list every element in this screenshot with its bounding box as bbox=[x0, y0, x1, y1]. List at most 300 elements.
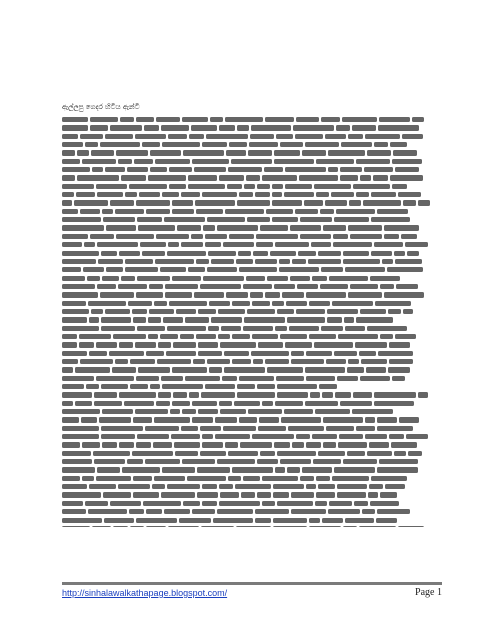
text-line bbox=[62, 209, 430, 214]
text-word bbox=[62, 501, 83, 506]
text-word bbox=[315, 501, 327, 506]
text-word bbox=[181, 242, 203, 247]
text-word bbox=[62, 401, 73, 406]
text-word bbox=[248, 409, 282, 414]
text-word bbox=[217, 225, 258, 230]
text-word bbox=[223, 242, 254, 247]
text-word bbox=[272, 301, 284, 306]
text-word bbox=[272, 217, 298, 222]
text-word bbox=[62, 451, 91, 456]
text-word bbox=[207, 267, 237, 272]
text-word bbox=[291, 509, 326, 514]
text-word bbox=[112, 367, 136, 372]
text-word bbox=[362, 509, 375, 514]
text-word bbox=[371, 251, 392, 256]
text-word bbox=[74, 200, 108, 205]
text-word bbox=[82, 476, 94, 481]
text-word bbox=[246, 276, 265, 281]
text-word bbox=[192, 159, 229, 164]
text-word bbox=[265, 117, 294, 122]
text-line bbox=[62, 351, 430, 356]
text-word bbox=[392, 376, 405, 381]
text-word bbox=[356, 426, 375, 431]
text-word bbox=[249, 142, 278, 147]
text-word bbox=[328, 509, 360, 514]
text-word bbox=[333, 234, 348, 239]
text-word bbox=[198, 342, 218, 347]
text-word bbox=[321, 326, 343, 331]
text-word bbox=[267, 276, 288, 281]
text-word bbox=[85, 142, 98, 147]
text-word bbox=[188, 175, 217, 180]
text-word bbox=[88, 301, 126, 306]
text-word bbox=[236, 526, 271, 527]
text-word bbox=[192, 417, 213, 422]
text-word bbox=[298, 251, 316, 256]
text-word bbox=[246, 175, 260, 180]
text-word bbox=[389, 434, 404, 439]
text-word bbox=[136, 292, 163, 297]
text-word bbox=[296, 309, 325, 314]
text-word bbox=[243, 326, 273, 331]
text-word bbox=[87, 276, 100, 281]
text-word bbox=[332, 476, 369, 481]
text-line bbox=[62, 492, 430, 497]
text-word bbox=[191, 125, 217, 130]
text-word bbox=[94, 401, 122, 406]
text-word bbox=[109, 351, 144, 356]
text-word bbox=[306, 351, 332, 356]
text-word bbox=[97, 284, 116, 289]
text-word bbox=[344, 317, 354, 322]
text-word bbox=[160, 267, 186, 272]
text-word bbox=[266, 209, 293, 214]
text-word bbox=[62, 434, 99, 439]
text-word bbox=[96, 476, 131, 481]
text-word bbox=[150, 384, 160, 389]
text-word bbox=[100, 142, 140, 147]
text-word bbox=[115, 209, 144, 214]
text-word bbox=[215, 434, 250, 439]
text-word bbox=[106, 225, 136, 230]
text-word bbox=[226, 292, 248, 297]
text-line bbox=[62, 518, 430, 523]
text-word bbox=[384, 292, 424, 297]
text-word bbox=[228, 167, 262, 172]
text-word bbox=[89, 484, 116, 489]
text-word bbox=[130, 359, 155, 364]
text-line bbox=[62, 359, 430, 364]
text-word bbox=[377, 509, 410, 514]
text-word bbox=[306, 376, 335, 381]
text-word bbox=[352, 409, 393, 414]
text-word bbox=[192, 401, 217, 406]
text-word bbox=[119, 251, 140, 256]
text-word bbox=[353, 392, 372, 397]
text-word bbox=[321, 117, 340, 122]
text-word bbox=[364, 167, 393, 172]
text-word bbox=[207, 217, 245, 222]
text-word bbox=[334, 351, 357, 356]
text-word bbox=[403, 309, 413, 314]
text-word bbox=[200, 426, 221, 431]
text-word bbox=[280, 142, 303, 147]
text-word bbox=[321, 267, 343, 272]
text-word bbox=[96, 376, 134, 381]
text-word bbox=[135, 134, 166, 139]
text-word bbox=[150, 167, 167, 172]
text-word bbox=[197, 492, 218, 497]
text-word bbox=[225, 442, 238, 447]
text-word bbox=[253, 251, 268, 256]
text-word bbox=[389, 342, 410, 347]
text-word bbox=[379, 459, 418, 464]
text-word bbox=[256, 234, 298, 239]
text-word bbox=[260, 451, 275, 456]
text-word bbox=[359, 526, 396, 527]
text-word bbox=[137, 326, 165, 331]
text-word bbox=[300, 217, 332, 222]
text-word bbox=[377, 467, 418, 472]
text-word bbox=[76, 192, 95, 197]
text-word bbox=[202, 484, 217, 489]
text-word bbox=[198, 409, 218, 414]
text-word bbox=[132, 451, 173, 456]
text-word bbox=[62, 175, 75, 180]
text-word bbox=[306, 292, 346, 297]
text-word bbox=[154, 417, 190, 422]
text-word bbox=[209, 367, 222, 372]
text-line bbox=[62, 267, 430, 272]
text-word bbox=[302, 467, 332, 472]
text-word bbox=[97, 467, 120, 472]
text-word bbox=[338, 334, 378, 339]
text-word bbox=[311, 242, 331, 247]
text-word bbox=[156, 401, 170, 406]
text-word bbox=[248, 150, 272, 155]
text-word bbox=[145, 459, 180, 464]
text-word bbox=[325, 134, 346, 139]
text-word bbox=[84, 242, 95, 247]
text-word bbox=[239, 376, 274, 381]
text-word bbox=[309, 526, 341, 527]
text-word bbox=[168, 242, 179, 247]
text-word bbox=[91, 309, 103, 314]
text-word bbox=[85, 501, 108, 506]
text-word bbox=[320, 284, 348, 289]
text-word bbox=[282, 292, 304, 297]
text-word bbox=[133, 492, 159, 497]
text-word bbox=[133, 417, 152, 422]
text-word bbox=[227, 184, 242, 189]
text-word bbox=[103, 492, 131, 497]
text-word bbox=[136, 376, 159, 381]
text-word bbox=[62, 334, 77, 339]
text-word bbox=[113, 334, 146, 339]
text-word bbox=[105, 309, 130, 314]
text-word bbox=[99, 417, 131, 422]
text-word bbox=[86, 384, 99, 389]
text-word bbox=[219, 501, 260, 506]
text-word bbox=[398, 192, 421, 197]
text-word bbox=[318, 451, 345, 456]
text-word bbox=[62, 259, 96, 264]
text-word bbox=[360, 309, 386, 314]
text-word bbox=[62, 134, 78, 139]
text-word bbox=[128, 301, 152, 306]
text-word bbox=[252, 301, 270, 306]
text-word bbox=[62, 167, 90, 172]
text-word bbox=[262, 175, 297, 180]
text-word bbox=[272, 184, 283, 189]
text-word bbox=[257, 184, 270, 189]
text-word bbox=[102, 442, 117, 447]
text-word bbox=[365, 134, 400, 139]
text-word bbox=[62, 234, 88, 239]
text-word bbox=[354, 501, 368, 506]
text-word bbox=[318, 484, 335, 489]
text-word bbox=[370, 276, 400, 281]
text-word bbox=[325, 200, 347, 205]
text-word bbox=[264, 167, 283, 172]
text-line bbox=[62, 251, 430, 256]
text-word bbox=[152, 484, 165, 489]
text-word bbox=[172, 367, 207, 372]
text-word bbox=[148, 317, 161, 322]
text-word bbox=[133, 317, 146, 322]
text-word bbox=[359, 351, 376, 356]
text-word bbox=[181, 192, 200, 197]
text-word bbox=[219, 175, 244, 180]
text-word bbox=[402, 134, 423, 139]
text-word bbox=[105, 167, 125, 172]
text-line bbox=[62, 384, 430, 389]
text-word bbox=[62, 459, 92, 464]
text-word bbox=[377, 417, 397, 422]
text-word bbox=[309, 518, 320, 523]
text-word bbox=[137, 217, 162, 222]
text-word bbox=[229, 142, 247, 147]
text-word bbox=[62, 276, 85, 281]
text-word bbox=[322, 518, 343, 523]
text-word bbox=[88, 509, 127, 514]
text-word bbox=[62, 150, 75, 155]
text-word bbox=[352, 125, 376, 130]
text-word bbox=[218, 309, 245, 314]
text-word bbox=[347, 451, 365, 456]
blog-link[interactable]: http://sinhalawalkathapage.blogspot.com/ bbox=[62, 588, 228, 598]
text-word bbox=[217, 459, 255, 464]
text-word bbox=[275, 401, 303, 406]
text-word bbox=[305, 367, 345, 372]
text-word bbox=[395, 334, 416, 339]
text-word bbox=[366, 367, 386, 372]
text-word bbox=[239, 192, 253, 197]
page-number: Page 1 bbox=[415, 587, 442, 598]
text-word bbox=[327, 309, 358, 314]
text-word bbox=[92, 167, 103, 172]
text-word bbox=[290, 225, 321, 230]
text-word bbox=[106, 267, 123, 272]
text-word bbox=[334, 467, 375, 472]
text-word bbox=[247, 217, 270, 222]
text-word bbox=[120, 117, 134, 122]
text-word bbox=[161, 492, 195, 497]
text-line bbox=[62, 309, 430, 314]
text-word bbox=[167, 484, 200, 489]
text-word bbox=[77, 175, 119, 180]
text-word bbox=[314, 342, 353, 347]
text-word bbox=[340, 167, 362, 172]
text-line bbox=[62, 175, 430, 180]
text-word bbox=[255, 518, 271, 523]
text-word bbox=[172, 209, 194, 214]
text-word bbox=[196, 209, 223, 214]
text-word bbox=[323, 225, 346, 230]
text-word bbox=[390, 142, 407, 147]
text-word bbox=[388, 367, 410, 372]
text-word bbox=[401, 234, 417, 239]
text-word bbox=[62, 242, 82, 247]
text-word bbox=[300, 476, 314, 481]
text-word bbox=[331, 192, 354, 197]
text-word bbox=[228, 476, 241, 481]
text-word bbox=[225, 117, 263, 122]
story-body bbox=[62, 117, 430, 527]
text-word bbox=[205, 242, 221, 247]
text-word bbox=[105, 134, 133, 139]
text-word bbox=[217, 509, 253, 514]
text-word bbox=[96, 184, 127, 189]
text-line bbox=[62, 142, 430, 147]
text-word bbox=[198, 309, 216, 314]
text-word bbox=[196, 334, 216, 339]
text-word bbox=[318, 251, 341, 256]
text-word bbox=[236, 259, 253, 264]
text-word bbox=[172, 401, 190, 406]
text-word bbox=[239, 267, 277, 272]
text-word bbox=[98, 259, 123, 264]
text-word bbox=[323, 417, 363, 422]
text-word bbox=[343, 259, 380, 264]
text-word bbox=[238, 251, 251, 256]
text-word bbox=[342, 117, 377, 122]
text-word bbox=[103, 217, 135, 222]
text-word bbox=[262, 476, 298, 481]
text-word bbox=[353, 184, 390, 189]
text-word bbox=[215, 417, 237, 422]
text-word bbox=[257, 492, 271, 497]
text-word bbox=[251, 125, 291, 130]
text-word bbox=[232, 359, 251, 364]
text-word bbox=[406, 434, 428, 439]
text-word bbox=[167, 251, 206, 256]
text-word bbox=[146, 209, 170, 214]
text-word bbox=[348, 292, 382, 297]
text-line bbox=[62, 284, 430, 289]
text-word bbox=[392, 159, 422, 164]
text-word bbox=[129, 184, 167, 189]
text-word bbox=[250, 292, 263, 297]
text-word bbox=[350, 234, 382, 239]
text-word bbox=[62, 200, 72, 205]
text-word bbox=[392, 184, 407, 189]
text-line bbox=[62, 292, 430, 297]
text-word bbox=[149, 309, 174, 314]
text-word bbox=[377, 426, 413, 431]
text-word bbox=[116, 234, 154, 239]
text-word bbox=[326, 359, 346, 364]
text-word bbox=[91, 150, 114, 155]
text-line bbox=[62, 301, 430, 306]
text-word bbox=[194, 292, 224, 297]
text-word bbox=[382, 259, 393, 264]
text-word bbox=[376, 518, 397, 523]
text-word bbox=[393, 150, 417, 155]
text-word bbox=[210, 117, 223, 122]
text-word bbox=[195, 200, 235, 205]
text-word bbox=[96, 342, 117, 347]
text-word bbox=[62, 476, 80, 481]
text-word bbox=[378, 351, 413, 356]
text-word bbox=[179, 518, 211, 523]
text-word bbox=[102, 209, 113, 214]
text-word bbox=[292, 442, 304, 447]
text-word bbox=[299, 175, 338, 180]
text-word bbox=[368, 492, 378, 497]
text-line bbox=[62, 526, 430, 527]
text-word bbox=[62, 117, 88, 122]
text-word bbox=[97, 242, 138, 247]
text-word bbox=[316, 476, 330, 481]
text-word bbox=[305, 401, 338, 406]
text-word bbox=[62, 392, 92, 397]
text-word bbox=[340, 401, 372, 406]
text-word bbox=[81, 417, 97, 422]
text-word bbox=[290, 276, 310, 281]
text-word bbox=[118, 484, 150, 489]
text-word bbox=[164, 217, 205, 222]
text-word bbox=[62, 184, 94, 189]
text-word bbox=[280, 334, 307, 339]
text-word bbox=[62, 509, 86, 514]
text-word bbox=[205, 234, 227, 239]
text-word bbox=[229, 234, 254, 239]
text-word bbox=[300, 234, 331, 239]
text-word bbox=[226, 150, 246, 155]
text-word bbox=[110, 501, 141, 506]
text-word bbox=[220, 342, 256, 347]
text-word bbox=[280, 459, 311, 464]
text-word bbox=[231, 159, 272, 164]
text-word bbox=[369, 442, 389, 447]
text-word bbox=[166, 351, 196, 356]
text-word bbox=[345, 518, 374, 523]
text-word bbox=[62, 367, 73, 372]
text-word bbox=[234, 401, 260, 406]
text-word bbox=[62, 518, 102, 523]
text-word bbox=[297, 284, 318, 289]
text-word bbox=[365, 417, 375, 422]
text-word bbox=[118, 284, 147, 289]
text-word bbox=[222, 376, 237, 381]
text-word bbox=[62, 192, 74, 197]
text-word bbox=[310, 392, 320, 397]
text-line bbox=[62, 434, 430, 439]
text-word bbox=[203, 225, 215, 230]
text-word bbox=[162, 192, 179, 197]
text-word bbox=[337, 492, 366, 497]
